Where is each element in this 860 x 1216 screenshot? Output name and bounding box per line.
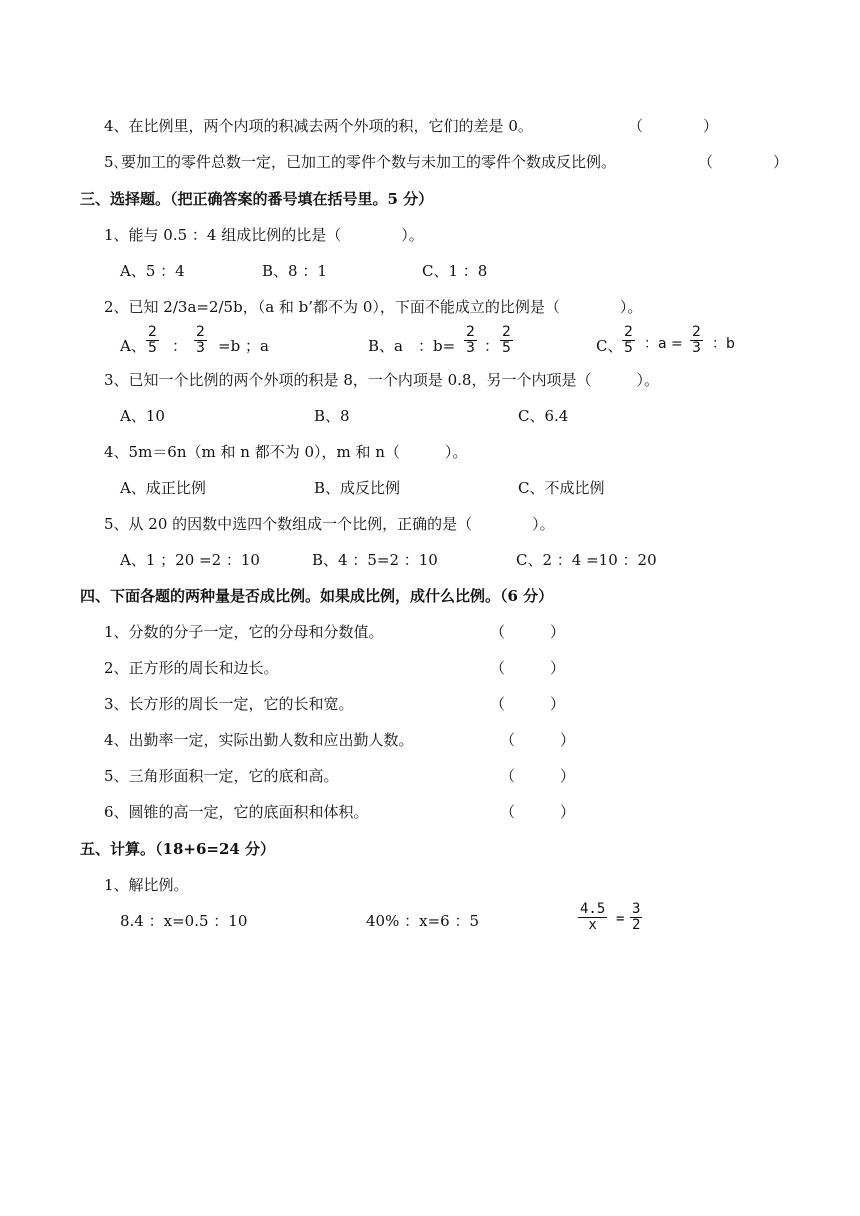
sec4-item-1-paren: （ ） [490, 623, 566, 641]
sec3-q2-opt-c-mid: ：a = [644, 336, 683, 352]
sec3-q1: 1、能与 0.5 ：4 组成比例的比是（ ）。 [104, 226, 424, 244]
sec3-q2-opt-b-colon: ： [484, 337, 500, 355]
sec5-equation-1: 8.4 ：x=0.5 ：10 [120, 912, 248, 930]
sec4-item-2: 2、正方形的周长和边长。 [104, 659, 279, 677]
sec3-q2-opt-c-prefix: C、 [596, 337, 623, 355]
sec4-item-6: 6、圆锥的高一定，它的底面积和体积。 [104, 803, 369, 821]
sec4-item-5-paren: （ ） [500, 767, 576, 785]
sec3-q4-opt-a: A、成正比例 [120, 479, 206, 497]
sec3-q2-opt-a-colon: ： [172, 337, 188, 355]
sec3-q2-opt-c-suffix: ：b [712, 336, 735, 352]
sec3-q2-opt-c-fraction-2: $\frac{2}{3}$ [692, 324, 701, 356]
sec5-equation-3-fraction-left: $\frac{4.5}{x}$ [580, 901, 606, 933]
sec4-item-4: 4、出勤率一定，实际出勤人数和应出勤人数。 [104, 731, 414, 749]
sec3-q2-opt-a-fraction-2: $\frac{2}{3}$ [196, 324, 205, 356]
sec5-equation-3-equals: = [616, 911, 625, 927]
sec3-q2-opt-b-prefix: B、a ：b= [368, 337, 456, 355]
sec3-q5: 5、从 20 的因数中选四个数组成一个比例，正确的是（ ）。 [104, 515, 555, 533]
sec4-item-2-paren: （ ） [490, 659, 566, 677]
sec3-q5-opt-b: B、4 ：5=2 ：10 [312, 551, 438, 569]
sec5-title: 五、计算。（18+6=24 分） [80, 840, 276, 858]
sec3-q3-opt-c: C、6.4 [518, 407, 569, 425]
sec3-q1-opt-b: B、8 ：1 [262, 262, 327, 280]
sec2-q4-answer-paren: （ ） [628, 117, 719, 135]
sec5-equation-3-fraction-right: $\frac{3}{2}$ [632, 901, 641, 933]
sec4-item-4-paren: （ ） [500, 731, 576, 749]
sec4-title: 四、下面各题的两种量是否成比例。如果成比例，成什么比例。（6 分） [80, 587, 554, 605]
sec2-q5: 5､要加工的零件总数一定，已加工的零件个数与未加工的零件个数成反比例。 [104, 153, 617, 171]
sec4-item-6-paren: （ ） [500, 803, 576, 821]
sec3-q4-opt-b: B、成反比例 [314, 479, 401, 497]
sec3-q5-opt-a: A、1 ；20 =2 ：10 [120, 551, 260, 569]
sec3-q2-opt-a-fraction-1: $\frac{2}{5}$ [148, 324, 157, 356]
sec4-item-3-paren: （ ） [490, 695, 566, 713]
sec3-q5-opt-c: C、2 ：4 =10 ：20 [516, 551, 657, 569]
sec3-q4: 4、5m＝6n（m 和 n 都不为 0），m 和 n（ ）。 [104, 443, 468, 461]
sec5-q1: 1、解比例。 [104, 876, 189, 894]
sec2-q4: 4、在比例里，两个内项的积减去两个外项的积，它们的差是 0。 [104, 117, 533, 135]
sec2-q5-answer-paren: （ ） [698, 153, 789, 171]
sec3-q2-opt-a-prefix: A、 [120, 337, 146, 355]
sec3-title: 三、选择题。（把正确答案的番号填在括号里。5 分） [80, 190, 434, 208]
sec3-q2-opt-a-suffix: =b ；a [218, 337, 269, 355]
sec3-q2-opt-c-fraction-1: $\frac{2}{5}$ [624, 324, 633, 356]
sec3-q2: 2、已知 2/3a=2/5b，（a 和 b’都不为 0），下面不能成立的比例是（ ）。 [104, 298, 643, 316]
sec4-item-5: 5、三角形面积一定，它的底和高。 [104, 767, 339, 785]
sec3-q3-opt-b: B、8 [314, 407, 350, 425]
sec3-q3: 3、已知一个比例的两个外项的积是 8，一个内项是 0.8，另一个内项是（ ）。 [104, 371, 659, 389]
sec4-item-3: 3、长方形的周长一定，它的长和宽。 [104, 695, 354, 713]
sec4-item-1: 1、分数的分子一定，它的分母和分数值。 [104, 623, 384, 641]
sec3-q3-opt-a: A、10 [120, 407, 165, 425]
sec3-q1-opt-c: C、1 ：8 [422, 262, 488, 280]
sec5-equation-2: 40% ：x=6 ：5 [366, 912, 479, 930]
sec3-q1-opt-a: A、5 ：4 [120, 262, 185, 280]
sec3-q2-opt-b-fraction-2: $\frac{2}{5}$ [502, 324, 511, 356]
sec3-q4-opt-c: C、不成比例 [518, 479, 605, 497]
sec3-q2-opt-b-fraction-1: $\frac{2}{3}$ [466, 324, 475, 356]
